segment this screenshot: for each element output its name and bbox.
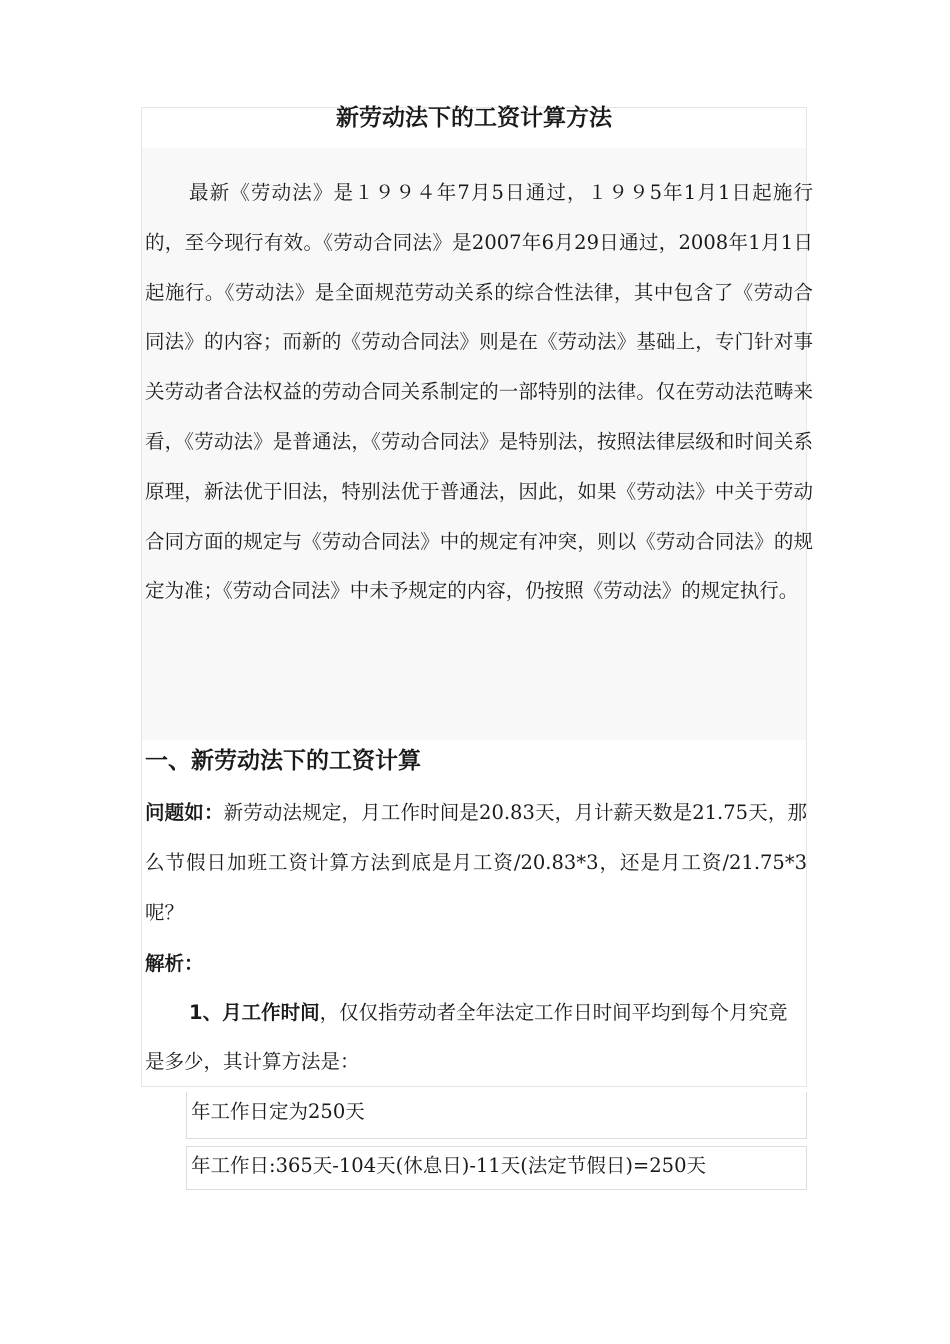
workdays-formula-box: 年工作日:365天-104天(休息日)-11天(法定节假日)=250天 — [186, 1146, 807, 1190]
intro-paragraph: 最新《劳动法》是１９９４年7月5日通过，１９９5年1月1日起施行的，至今现行有效。《劳动合同法》是2007年6月29日通过，2008年1月1日起施行。《劳动法》是全面规范劳动关系的综合性法律，其中包含了《劳动合同法》的内容；而新的《劳动合同法》则是在《劳动法》基础上，专门针对事关劳动者合法权益的劳动合同关系制定的一部特别的法律。仅在劳动法范畴来看，《劳动法》是普通法，《劳动合同法》是特别法，按照法律层级和时间关系原理，新法优于旧法，特别法优于普通法，因此，如果《劳动法》中关于劳动合同方面的规定与《劳动合同法》中的规定有冲突，则以《劳动合同法》的规定为准；《劳动合同法》中未予规定的内容，仍按照《劳动法》的规定执行。 — [145, 181, 813, 603]
question-label: 问题如： — [145, 801, 224, 824]
workdays-box: 年工作日定为250天 — [186, 1092, 807, 1139]
point1-label: 1、月工作时间 — [189, 1001, 320, 1024]
analysis-label: 解析： — [145, 952, 204, 975]
point1-paragraph — [145, 988, 807, 1086]
question-paragraph — [145, 788, 807, 938]
document-title: 新劳动法下的工资计算方法 — [336, 105, 612, 131]
question-text: 新劳动法规定，月工作时间是20.83天，月计薪天数是21.75天，那么节假日加班工资计算方法到底是月工资/20.83*3，还是月工资/21.75*3呢？ — [145, 801, 807, 924]
section-heading: 一、新劳动法下的工资计算 — [145, 748, 421, 774]
point1-text: ，仅仅指劳动者全年法定工作日时间平均到每个月究竟是多少，其计算方法是： — [145, 1001, 788, 1073]
